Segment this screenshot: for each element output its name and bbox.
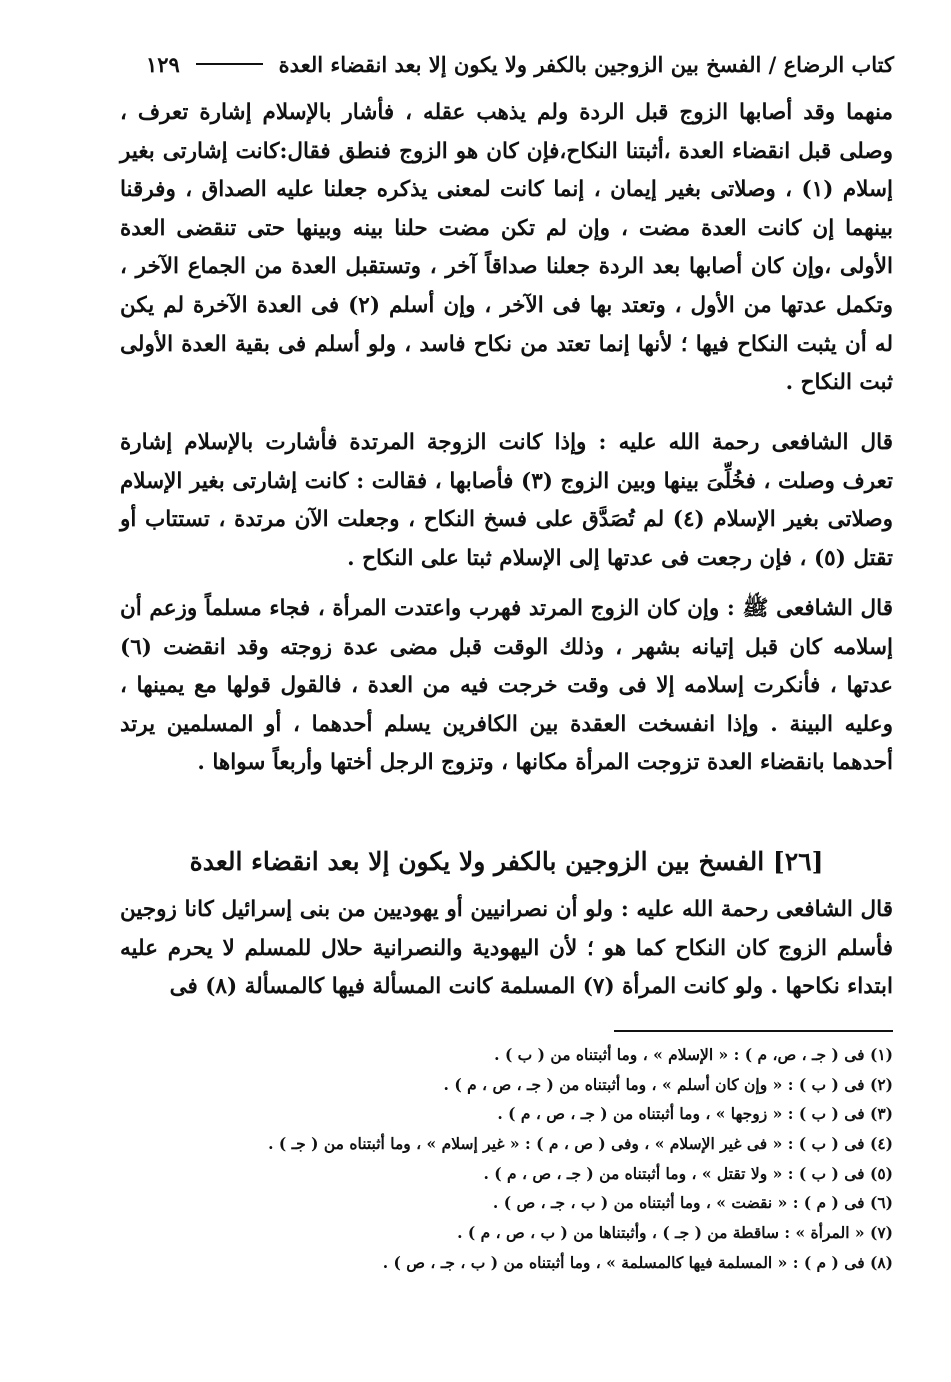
footnotes — [120, 1040, 893, 1278]
section-title: [٢٦] الفسخ بين الزوجين بالكفر ولا يكون إلا بعد انقضاء العدة — [189, 847, 824, 876]
paragraph-2-body — [120, 424, 893, 578]
page-number: ١٢٩ — [146, 51, 180, 77]
running-header — [146, 44, 894, 84]
paragraph-2-lead: قال الشافعى — [771, 430, 893, 455]
paragraph-3-text: ﷺ : وإن كان الزوج المرتد فهرب واعتدت المرأة ، فجاء مسلماً وزعم أن إسلامه كان قبل إتيانه بشهر ، وذلك الوقت قبل مضى عدة زوجته وقد انقضت (٦) عدتها ، فأنكرت إسلامه إلا فى وقت خرجت فيه من العدة ، فالقول قولها مع يمينها ، وعليه البينة . وإذا انفسخت العقدة بين الكافرين يسلم أحدهما ، أو المسلمين يرتد أحدهما بانقضاء العدة تزوجت المرأة مكانها ، وتزوج الرجل أختها وأربعاً سواها . — [120, 596, 893, 776]
paragraph-2 — [120, 424, 893, 578]
paragraph-3 — [120, 590, 893, 783]
header-rule — [196, 63, 263, 65]
paragraph-4 — [120, 891, 893, 1007]
paragraph-1-text: منهما وقد أصابها الزوج قبل الردة ولم يذهب عقله ، فأشار بالإسلام إشارة تعرف ، وصلى قبل انقضاء العدة ،أثبتنا النكاح،فإن كان هو الزوج فنطق فقال:كانت إشارتى بغير إسلام (١) ، وصلاتى بغير إيمان ، إنما كانت لمعنى يذكره جعلنا عليه الصداق ، وفرقنا بينهما إن كانت العدة مضت ، وإن لم تكن مضت حلنا بينه وبينها حتى تنقضى العدة الأولى ،وإن كان أصابها بعد الردة جعلنا صداقاً آخر ، وتستقبل العدة من الجماع الآخر ، وتكمل عدتها من الأول ، وتعتد بها فى الآخر ، وإن أسلم (٢) فى العدة الآخرة لم يكن له أن يثبت النكاح فيها ؛ لأنها إنما تعتد من نكاح فاسد ، ولو أسلم فى بقية العدة الأولى ثبت النكاح . — [120, 100, 894, 396]
paragraph-4-body — [120, 891, 893, 1007]
footnote-1: (١) فى ( جـ ، ص، م ) : « الإسلام » ، وما أثبتناه من ( ب ) . — [494, 1045, 893, 1064]
paragraph-2-text: رحمة الله عليه : وإذا كانت الزوجة المرتدة فأشارت بالإسلام إشارة تعرف وصلت ، فخُلِّىَ بينها وبين الزوج (٣) فأصابها ، فقالت : كانت إشارتى بغير الإسلام وصلاتى بغير الإسلام (٤) لم تُصَدَّق على فسخ النكاح ، وجعلت الآن مرتدة ، تستتاب أو تقتل (٥) ، فإن رجعت فى عدتها إلى الإسلام ثبتا على النكاح . — [120, 430, 893, 571]
footnote-5: (٥) فى ( ب ) : « ولا تقتل » ، وما أثبتناه من ( جـ ، ص ، م ) . — [483, 1163, 893, 1183]
paragraph-3-lead: قال الشافعى — [776, 596, 893, 621]
footnote-separator — [614, 1030, 893, 1032]
footnote-4: (٤) فى ( ب ) : « فى غير الإسلام » ، وفى ( ص ، م ) : « غير إسلام » ، وما أثبتناه من ( جـ ) . — [268, 1134, 893, 1154]
header-title: كتاب الرضاع / الفسخ بين الزوجين بالكفر ولا يكون إلا بعد انقضاء العدة — [278, 51, 894, 77]
footnote-7: (٧) « المرأة » : ساقطة من ( جـ ) ، وأثبتناها من ( ب ، ص ، م ) . — [457, 1223, 893, 1243]
footnote-3: (٣) فى ( ب ) : « زوجها » ، وما أثبتناه من ( جـ ، ص ، م ) . — [497, 1104, 893, 1124]
paragraph-4-lead: قال الشافعى — [776, 897, 893, 922]
footnote-6: (٦) فى ( م ) : « نقضت » ، وما أثبتناه من ( ب ، جـ ، ص ) . — [492, 1193, 893, 1213]
paragraph-1 — [120, 94, 893, 403]
paragraph-3-body — [120, 590, 893, 783]
paragraph-4-text: رحمة الله عليه : ولو أن نصرانيين أو يهوديين من بنى إسرائيل كانا زوجين فأسلم الزوج كان النكاح كما هو ؛ لأن اليهودية والنصرانية حلال للمسلم لا يحرم عليه ابتداء نكاحها . ولو كانت المرأة (٧) المسلمة كانت المسألة فيها كالمسألة (٨) فى — [120, 897, 893, 1000]
footnote-2: (٢) فى ( ب ) : « وإن كان أسلم » ، وما أثبتناه من ( جـ ، ص ، م ) . — [443, 1074, 893, 1094]
footnote-8: (٨) فى ( م ) : « المسلمة فيها كالمسلمة » ، وما أثبتناه من ( ب ، جـ ، ص ) . — [382, 1252, 893, 1272]
